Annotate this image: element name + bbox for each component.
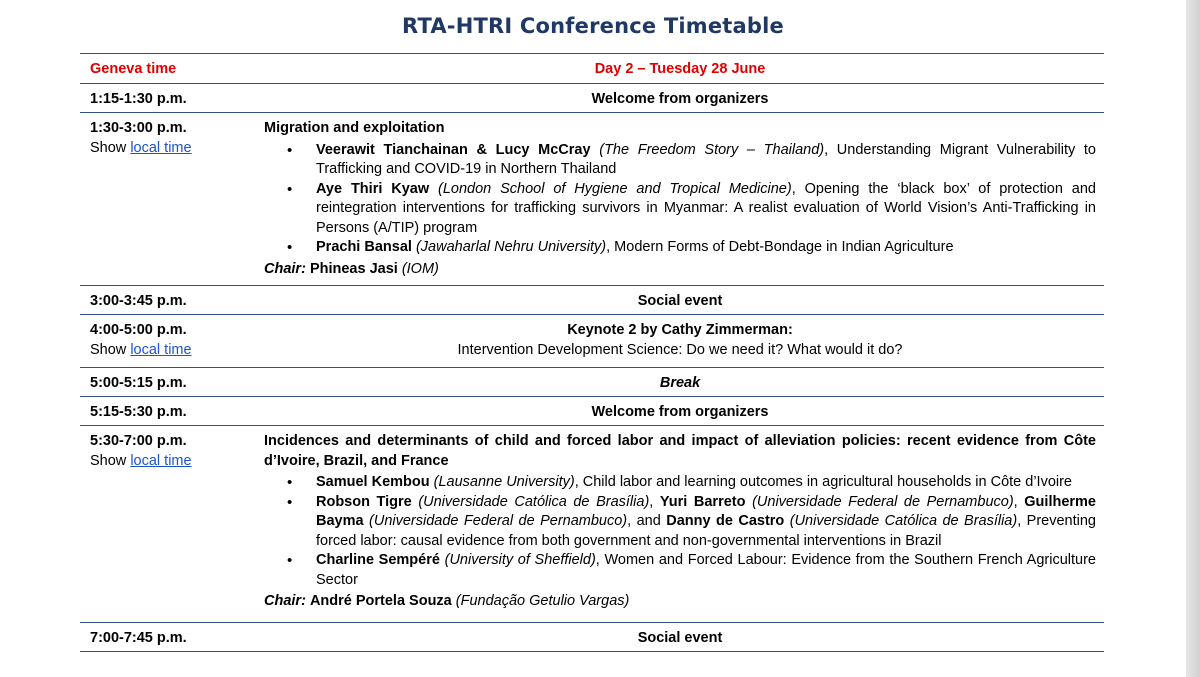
table-row	[80, 315, 1104, 368]
list-item	[316, 180, 1096, 239]
session-title: Migration and exploitation	[264, 120, 445, 136]
keynote-cell	[264, 315, 1104, 367]
local-time-link[interactable]: local time	[130, 139, 192, 156]
list-item	[316, 141, 1096, 180]
talk-authors: Samuel Kembou	[316, 474, 430, 490]
chair-name: André Portela Souza	[309, 593, 452, 609]
talk-affiliation: (Universidade Federal de Pernambuco)	[369, 513, 628, 529]
talk-title: , Women and Forced Labour: Evidence from the Southern French Agriculture Sector	[316, 552, 1096, 588]
table-row	[80, 623, 1104, 652]
chair-label: Chair:	[264, 593, 306, 609]
session-cell	[264, 426, 1104, 622]
talk-affiliation: (Lausanne University)	[433, 474, 575, 490]
event-cell: Break	[659, 375, 701, 391]
talk-affiliation: (The Freedom Story – Thailand)	[599, 141, 825, 158]
show-label: Show	[90, 341, 127, 358]
talk-authors: Prachi Bansal	[316, 239, 412, 255]
talk-affiliation: (Universidade Federal de Pernambuco)	[752, 493, 1014, 510]
time-cell: 7:00-7:45 p.m.	[90, 630, 187, 646]
time-cell: 5:00-5:15 p.m.	[90, 375, 187, 391]
separator: ,	[649, 493, 660, 510]
time-cell	[80, 113, 264, 285]
event-cell: Welcome from organizers	[591, 91, 769, 107]
list-item	[316, 493, 1096, 552]
table-row	[80, 397, 1104, 426]
chair-name: Phineas Jasi	[309, 260, 398, 277]
separator: , and	[627, 513, 667, 529]
list-item	[316, 551, 1096, 590]
day-header: Day 2 – Tuesday 28 June	[594, 61, 766, 77]
talk-authors: Charline Sempéré	[316, 552, 440, 568]
list-item	[316, 238, 1096, 258]
chair-affiliation: (Fundação Getulio Vargas)	[455, 593, 630, 609]
table-row	[80, 368, 1104, 397]
talk-affiliation: (London School of Hygiene and Tropical Medicine)	[438, 180, 792, 197]
show-label: Show	[90, 139, 127, 156]
show-local-time	[90, 341, 264, 361]
event-cell: Welcome from organizers	[591, 404, 769, 420]
table-row	[80, 426, 1104, 623]
talk-author: Robson Tigre	[316, 493, 412, 510]
time-cell: 3:00-3:45 p.m.	[90, 293, 187, 309]
list-item	[316, 473, 1096, 493]
talk-title: , Opening the ‘black box’ of protection and reintegration interventions for trafficking survivors in Myanmar: A realist evaluation of World Vision’s Anti-Trafficking in Persons (A/TIP) program	[316, 180, 1096, 236]
talk-affiliation: (Universidade Católica de Brasília)	[418, 493, 650, 510]
show-local-time	[90, 452, 264, 472]
local-time-link[interactable]: local time	[130, 341, 192, 358]
talk-affiliation: (Universidade Católica de Brasília)	[789, 513, 1018, 529]
page-title: RTA-HTRI Conference Timetable	[402, 14, 784, 38]
time-cell: 5:15-5:30 p.m.	[90, 404, 187, 420]
chair-line	[264, 592, 1096, 612]
local-time-link[interactable]: local time	[130, 452, 192, 469]
talk-author: Guilherme Bayma	[316, 493, 1096, 529]
table-header-row	[80, 53, 1104, 84]
session-cell	[264, 113, 1104, 285]
show-label: Show	[90, 452, 127, 469]
table-row	[80, 113, 1104, 286]
time-cell	[80, 426, 264, 622]
talk-title: , Understanding Migrant Vulnerability to Trafficking and COVID-19 in Northern Thailand	[316, 141, 1096, 177]
talk-list	[264, 473, 1096, 590]
keynote-title: Keynote 2 by Cathy Zimmerman:	[567, 322, 793, 338]
chair-label: Chair:	[264, 260, 306, 277]
show-local-time	[90, 139, 264, 159]
event-cell: Social event	[637, 293, 723, 309]
time-label: 5:30-7:00 p.m.	[90, 433, 187, 449]
talk-title: , Preventing forced labor: causal evidence from both government and non-governmental interventions in Brazil	[316, 513, 1096, 549]
time-cell: 1:15-1:30 p.m.	[90, 91, 187, 107]
session-title: Incidences and determinants of child and forced labor and impact of alleviation policies: recent evidence from Côte d’Ivoire, Brazil, and France	[264, 433, 1096, 469]
talk-authors: Veerawit Tianchainan & Lucy McCray	[316, 141, 591, 158]
time-label: 4:00-5:00 p.m.	[90, 322, 187, 338]
talk-affiliation: (University of Sheffield)	[444, 552, 596, 568]
timetable	[80, 53, 1104, 652]
talk-title: , Child labor and learning outcomes in agricultural households in Côte d’Ivoire	[574, 474, 1072, 490]
chair-affiliation: (IOM)	[401, 260, 439, 277]
talk-author: Danny de Castro	[666, 513, 785, 529]
talk-title: , Modern Forms of Debt-Bondage in Indian Agriculture	[606, 239, 954, 255]
table-row	[80, 286, 1104, 315]
separator: ,	[1013, 493, 1025, 510]
time-label: 1:30-3:00 p.m.	[90, 120, 187, 136]
chair-line	[264, 260, 1096, 280]
window-edge	[1186, 0, 1200, 677]
talk-author: Yuri Barreto	[659, 493, 746, 510]
table-row	[80, 84, 1104, 113]
event-cell: Social event	[637, 630, 723, 646]
time-cell	[80, 315, 264, 367]
talk-authors: Aye Thiri Kyaw	[316, 180, 430, 197]
geneva-time-header: Geneva time	[90, 61, 177, 77]
talk-list	[264, 141, 1096, 258]
keynote-subtitle: Intervention Development Science: Do we need it? What would it do?	[457, 341, 903, 358]
talk-affiliation: (Jawaharlal Nehru University)	[415, 239, 607, 255]
